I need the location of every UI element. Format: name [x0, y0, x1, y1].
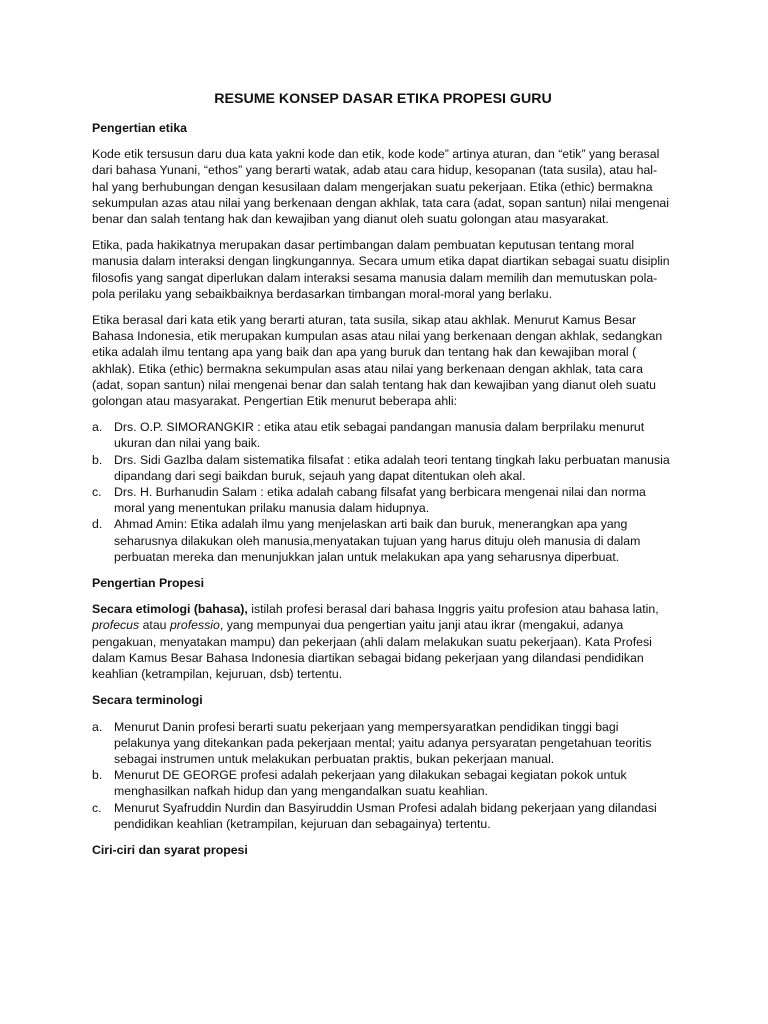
list-etika-experts — [92, 419, 674, 565]
etimologi-italic-1: profecus — [92, 618, 140, 633]
list-item-text: Ahmad Amin: Etika adalah ilmu yang menjelaskan arti baik dan buruk, menerangkan apa yang seharusnya dilakukan oleh manusia,menyatakan tujuan yang harus dituju oleh manusia di dalam perbuatan mereka dan menunjukkan jalan untuk melakukan apa yang seharusnya diperbuat. — [114, 517, 641, 564]
document-title: RESUME KONSEP DASAR ETIKA PROPESI GURU — [214, 91, 552, 107]
list-item — [92, 419, 674, 451]
document-page — [92, 90, 674, 868]
list-item-text: Menurut DE GEORGE profesi adalah pekerjaan yang dilakukan sebagai kegiatan pokok untuk menghasilkan nafkah hidup dan yang mengandalkan suatu keahlian. — [114, 768, 627, 799]
list-item-text: Drs. O.P. SIMORANGKIR : etika atau etik sebagai pandangan manusia dalam berprilaku menurut ukuran dan nilai yang baik. — [114, 420, 645, 451]
etimologi-text-2: atau — [139, 618, 170, 633]
paragraph-etika-3: Etika berasal dari kata etik yang berarti aturan, tata susila, sikap atau akhlak. Menurut Kamus Besar Bahasa Indonesia, etik merupakan kumpulan asas atau nilai yang berkenaan dengan akhlak, sedangkan etika adalah ilmu tentang apa yang baik dan apa yang buruk dan tentang hak dan kewajiban moral ( akhlak). Etika (ethic) bermakna sekumpulan asas atau nilai yang berkenaan dengan akhlak, tata cara (adat, sopan santun) nilai mengenai benar dan salah tentang hak dan kewajiban yang dianut oleh suatu golongan atau masyarakat. Pengertian Etik menurut beberapa ahli: — [92, 313, 663, 409]
list-marker: b. — [92, 452, 103, 467]
etimologi-text-3: , yang mempunyai dua pengertian yaitu janji atau ikrar (mengakui, adanya pengakuan, menyatakan mampu) dan pekerjaan (ahli dalam melakukan suatu pekerjaan). Kata Profesi dalam Kamus Besar Bahasa Indonesia diartikan sebagai bidang pekerjaan yang dilandasi pendidikan keahlian (ketrampilan, kejuruan, dsb) tertentu. — [92, 618, 652, 682]
list-item — [92, 719, 674, 768]
list-item — [92, 452, 674, 484]
list-marker: b. — [92, 768, 103, 783]
list-item — [92, 800, 674, 832]
list-marker: d. — [92, 517, 103, 532]
etimologi-label: Secara etimologi (bahasa), — [92, 602, 248, 617]
list-marker: a. — [92, 719, 103, 734]
list-marker: c. — [92, 485, 102, 500]
list-item-text: Menurut Danin profesi berarti suatu pekerjaan yang mempersyaratkan pendidikan tinggi bagi pelakunya yang ditekankan pada pekerjaan mental; yaitu adanya persyaratan pengetahuan teoritis sebagai instrumen untuk melakukan perbuatan praktis, bukan pekerjaan manual. — [114, 719, 652, 766]
paragraph-etika-2: Etika, pada hakikatnya merupakan dasar pertimbangan dalam pembuatan keputusan tentang moral manusia dalam interaksi dengan lingkungannya. Secara umum etika dapat diartikan sebagai suatu disiplin filosofis yang sangat diperlukan dalam interaksi sesama manusia dalam memilih dan memutuskan pola-pola perilaku yang sebaikbaiknya berdasarkan timbangan moral-moral yang berlaku. — [92, 238, 670, 301]
list-item-text: Drs. Sidi Gazlba dalam sistematika filsafat : etika adalah teori tentang tingkah laku perbuatan manusia dipandang dari segi baikdan buruk, sejauh yang dapat ditentukan oleh akal. — [114, 452, 670, 483]
heading-pengertian-etika: Pengertian etika — [92, 121, 187, 135]
list-item-text: Drs. H. Burhanudin Salam : etika adalah cabang filsafat yang berbicara mengenai nilai dan norma moral yang menentukan prilaku manusia dalam hidupnya. — [114, 485, 646, 516]
list-item — [92, 484, 674, 516]
paragraph-etika-1: Kode etik tersusun daru dua kata yakni kode dan etik, kode kode” artinya aturan, dan “etik” yang berasal dari bahasa Yunani, “ethos” yang berarti watak, adab atau cara hidup, kesopanan (tata susila), atau hal- hal yang berhubungan dengan kesusilaan dalam mengerjakan suatu pekerjaan. Etika (ethic) bermakna sekumpulan azas atau nilai yang berkenaan dengan akhlak, tata cara (adat, sopan santun) nilai mengenai benar dan salah tentang hak dan kewajiban yang dianut oleh suatu golongan atau masyarakat. — [92, 147, 669, 227]
list-terminologi — [92, 719, 674, 832]
list-item-text: Menurut Syafruddin Nurdin dan Basyiruddin Usman Profesi adalah bidang pekerjaan yang dilandasi pendidikan keahlian (ketrampilan, kejuruan dan sebagainya) tertentu. — [114, 800, 657, 831]
etimologi-text-1: istilah profesi berasal dari bahasa Inggris yaitu profesion atau bahasa latin, — [247, 602, 659, 617]
list-item — [92, 516, 674, 565]
heading-secara-terminologi: Secara terminologi — [92, 693, 203, 708]
heading-ciri-ciri: Ciri-ciri dan syarat propesi — [92, 842, 248, 857]
paragraph-etimologi — [92, 601, 674, 682]
list-item — [92, 767, 674, 799]
list-marker: c. — [92, 800, 102, 815]
heading-pengertian-propesi: Pengertian Propesi — [92, 576, 205, 591]
list-marker: a. — [92, 420, 103, 435]
etimologi-italic-2: professio — [169, 618, 220, 633]
